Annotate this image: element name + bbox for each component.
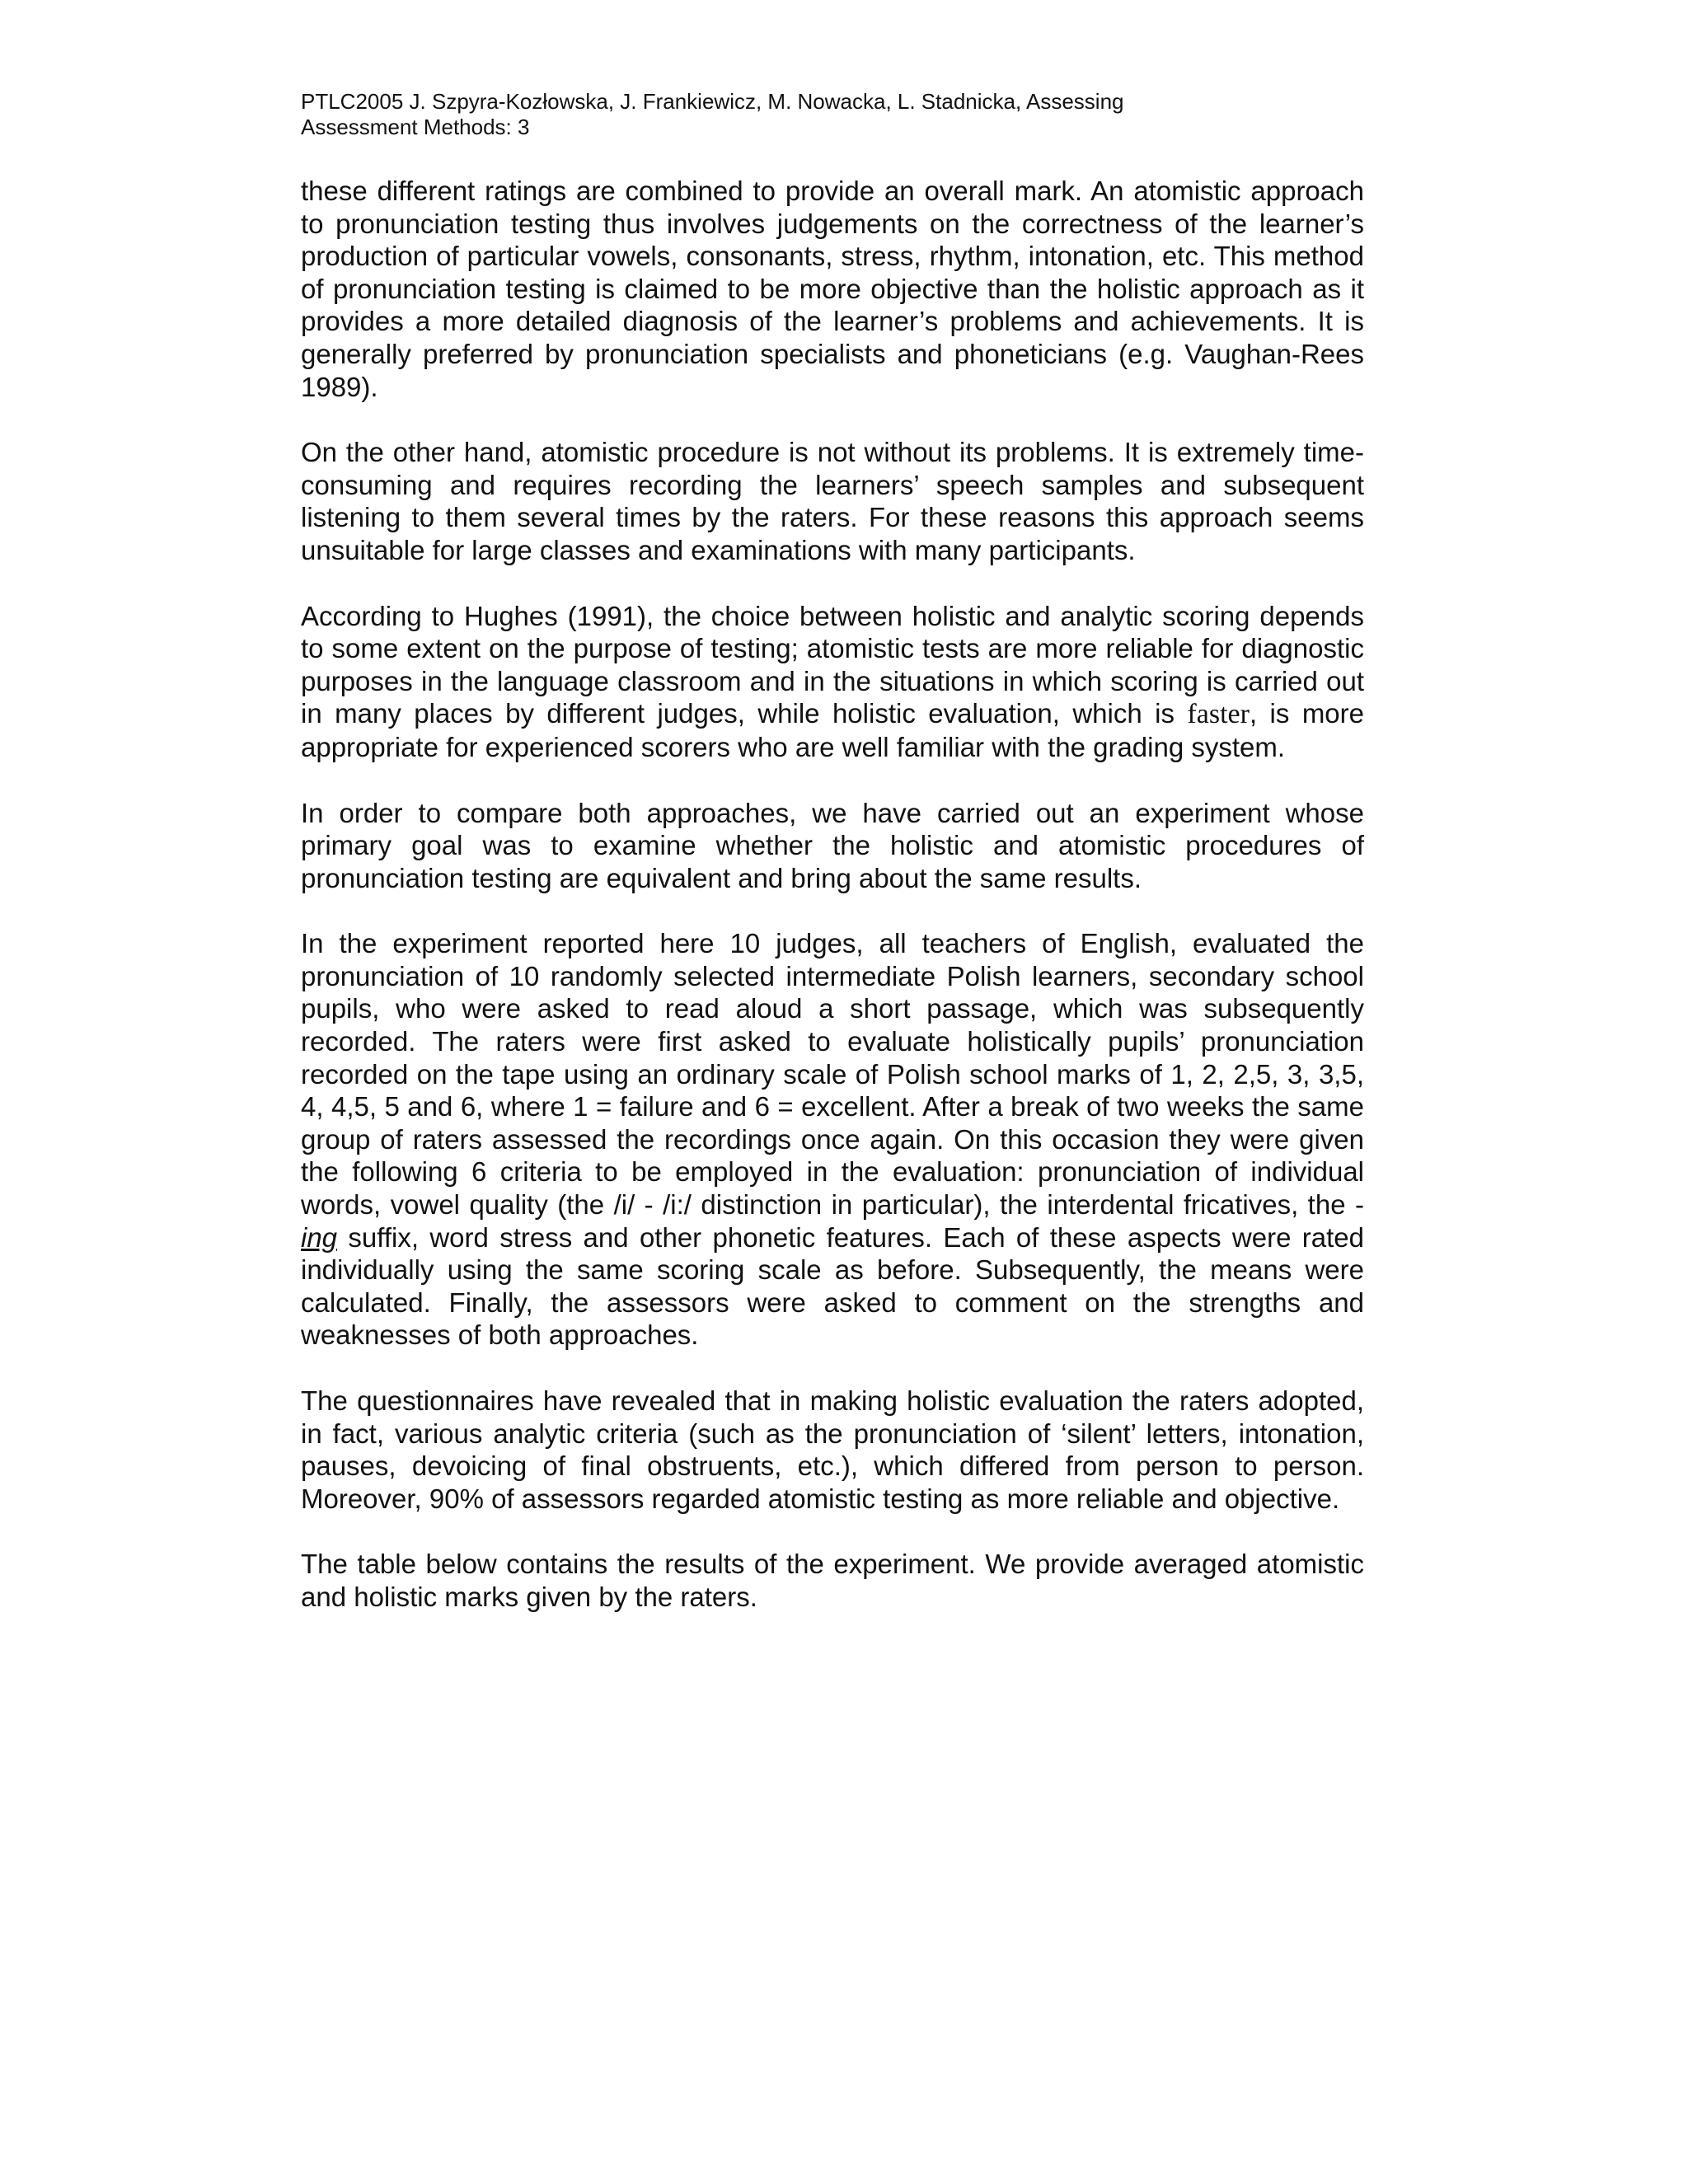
running-header-line-2: Assessment Methods: 3 [301,115,530,139]
body-text [301,175,1364,1614]
paragraph-2: On the other hand, atomistic procedure is not without its problems. It is extremely time-consuming and requires recording the learners’ speech samples and subsequent listening to them several times by the raters. For these reasons this approach seems unsuitable for large classes and examinations with many participants. [301,437,1364,565]
running-header-line-1: PTLC2005 J. Szpyra-Kozłowska, J. Frankiewicz, M. Nowacka, L. Stadnicka, Assessing [301,89,1124,114]
paragraph-7: The table below contains the results of the experiment. We provide averaged atomistic and holistic marks given by the raters. [301,1549,1364,1612]
paragraph-5 [301,927,1364,1352]
paragraph-3-text-b: , is more appropriate for experienced scorers who are well familiar with the grading system. [301,698,1365,762]
running-header [301,89,1364,140]
paragraph-3-text-a: According to Hughes (1991), the choice between holistic and analytic scoring depends to some extent on the purpose of testing; atomistic tests are more reliable for diagnostic purposes in the language classroom and in the situations in which scoring is carried out in many places by different judges, while holistic evaluation, which is [301,600,1364,729]
paragraph-4: In order to compare both approaches, we have carried out an experiment whose primary goal was to examine whether the holistic and atomistic procedures of pronunciation testing are equivalent and bring about the same results. [301,797,1364,893]
paragraph-5-text-a: In the experiment reported here 10 judges, all teachers of English, evaluated the pronunciation of 10 randomly selected intermediate Polish learners, secondary school pupils, who were asked to read aloud a short passage, which was subsequently recorded. The raters were first asked to evaluate holistically pupils’ pronunciation recorded on the tape using an ordinary scale of Polish school marks of 1, 2, 2,5, 3, 3,5, 4, 4,5, 5 and 6, where 1 = failure and 6 = excellent. After a break of two weeks the same group of raters assessed the recordings once again. On this occasion they were given the following 6 criteria to be employed in the evaluation: pronunciation of individual words, vowel quality (the /i/ - /i:/ distinction in particular), the interdental fricatives, the - [301,928,1364,1221]
paragraph-6: The questionnaires have revealed that in making holistic evaluation the raters adopted, in fact, various analytic criteria (such as the pronunciation of ‘silent’ letters, intonation, pauses, devoicing of final obstruents, etc.), which differed from person to person. Moreover, 90% of assessors regarded atomistic testing as more reliable and objective. [301,1385,1364,1514]
paragraph-3 [301,600,1364,764]
paragraph-1: these different ratings are combined to provide an overall mark. An atomistic approach to pronunciation testing thus involves judgements on the correctness of the learner’s production of particular vowels, consonants, stress, rhythm, intonation, etc. This method of pronunciation testing is claimed to be more objective than the holistic approach as it provides a more detailed diagnosis of the learner’s problems and achievements. It is generally preferred by pronunciation specialists and phoneticians (e.g. Vaughan-Rees 1989). [301,176,1364,402]
ing-suffix-emphasis: ing [301,1221,338,1253]
paragraph-5-text-b: suffix, word stress and other phonetic features. Each of these aspects were rated individually using the same scoring scale as before. Subsequently, the means were calculated. Finally, the assessors were asked to comment on the strengths and weaknesses of both approaches. [301,1221,1364,1351]
document-page [301,89,1364,1647]
paragraph-3-serif-word: faster [1187,699,1250,730]
